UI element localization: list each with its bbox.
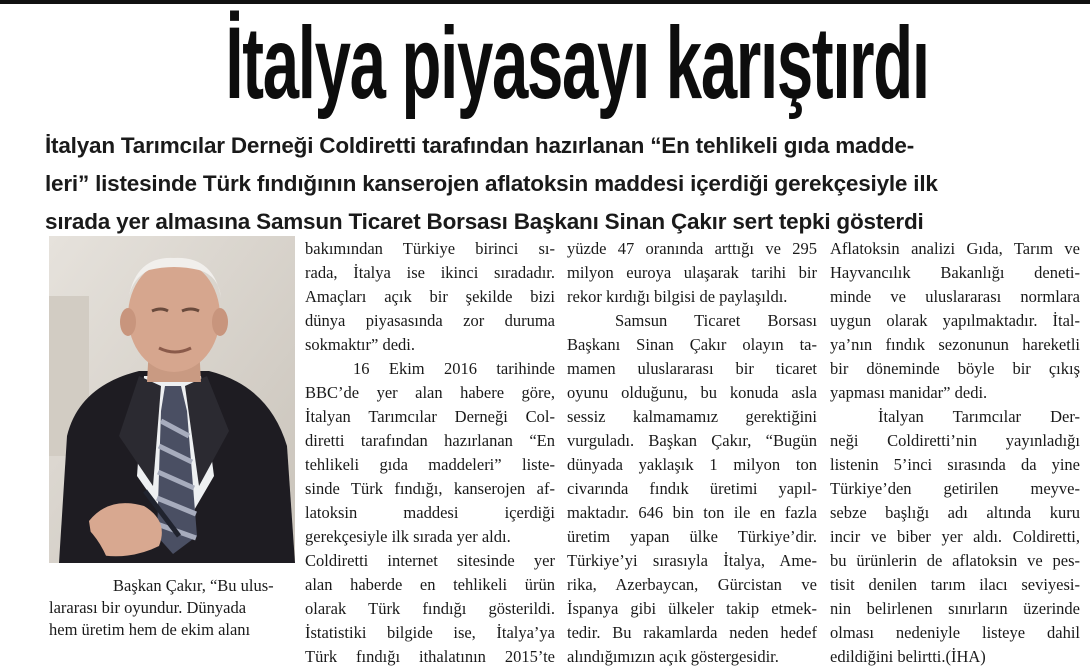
article-line: civarında fındık üretimi yapıl- <box>567 479 817 498</box>
article-line: vurguladı. Başkan Çakır, “Bugün <box>567 431 817 450</box>
article-line: alındığımızın açık göstergesidir. <box>567 647 779 666</box>
article-line: Türkiye’yi sırasıyla İtalya, Ame- <box>567 551 817 570</box>
article-line: Türkiye’den getirilen meyve- <box>830 479 1080 498</box>
article-line: minde ve uluslararası normlara <box>830 287 1080 306</box>
article-column-2 <box>567 237 817 669</box>
article-line: BBC’de yer alan habere göre, <box>305 383 555 402</box>
article-line: İtalyan Tarımcılar Derneği Col- <box>305 407 555 426</box>
article-line: maktadır. 646 bin ton ile en fazla <box>567 503 817 522</box>
article-line: tehlikeli gıda maddeleri” liste- <box>305 455 555 474</box>
article-line: Aflatoksin analizi Gıda, Tarım ve <box>830 239 1080 258</box>
article-line: İstatistiki bilgide ise, İtalya’ya <box>305 623 555 642</box>
article-line: ya’nın fındık sezonunun hareketli <box>830 335 1080 354</box>
article-line: tedir. Bu rakamlarda neden hedef <box>567 623 817 642</box>
article-line: listenin 5’inci sırasında da yine <box>830 455 1080 474</box>
article-line: Türk fındığı ithalatının 2015’te <box>305 647 555 666</box>
article-line: nin belirlenen sınırların üzerinde <box>830 599 1080 618</box>
article-line: alan haberde en tehlikeli ürün <box>305 575 555 594</box>
article-line: sokmaktır” dedi. <box>305 335 415 354</box>
portrait-photo <box>49 236 295 563</box>
article-line: latoksin maddesi içerdiği <box>305 503 555 522</box>
article-column-1 <box>305 237 555 669</box>
article-line: üretim yapan ülke Türkiye’dir. <box>567 527 817 546</box>
article-line: Başkanı Sinan Çakır olayın ta- <box>567 335 817 354</box>
article-line: mamen uluslararası bir ticaret <box>567 359 817 378</box>
article-line: olarak Türk fındığı gösterildi. <box>305 599 555 618</box>
article-line: bakımından Türkiye birinci sı- <box>305 239 555 258</box>
article-line: dünya piyasasında zor duruma <box>305 311 555 330</box>
article-line: dünyada yaklaşık 1 milyon ton <box>567 455 817 474</box>
article-line: uygun olarak yapılmaktadır. İtal- <box>830 311 1080 330</box>
photo-caption <box>49 575 293 641</box>
article-line: oyunu olduğunu, bu konuda asla <box>567 383 817 402</box>
article-line: tisit denilen tarım ilacı seviyesi- <box>830 575 1080 594</box>
article-line: Hayvancılık Bakanlığı deneti- <box>830 263 1080 282</box>
article-line: Amaçları açık bir şekilde bizi <box>305 287 555 306</box>
spot-line: sırada yer almasına Samsun Ticaret Borsası Başkanı Sinan Çakır sert tepki gösterdi <box>45 209 924 234</box>
article-line: İspanya gibi ülkeler takip etmek- <box>567 599 817 618</box>
spot-text <box>45 127 1075 241</box>
article-line: 16 Ekim 2016 tarihinde <box>353 359 555 378</box>
article-line: sebze başlığı adı altında kuru <box>830 503 1080 522</box>
article-line: milyon euroya ulaşarak tarihi bir <box>567 263 817 282</box>
spot-line: İtalyan Tarımcılar Derneği Coldiretti tarafından hazırlanan “En tehlikeli gıda madde- <box>45 133 915 158</box>
article-line: sessiz kalmamamız gerektiğini <box>567 407 817 426</box>
article-line: Samsun Ticaret Borsası <box>615 311 817 330</box>
article-line: incir ve biber yer aldı. Coldiretti, <box>830 527 1080 546</box>
article-column-3 <box>830 237 1080 669</box>
caption-line: lararası bir oyundur. Dünyada <box>49 598 247 617</box>
article-line: bir döneminde böyle bir çıkış <box>830 359 1080 378</box>
article-line: edildiğini belirtti.(İHA) <box>830 647 986 666</box>
headline: İtalya piyasayı karıştırdı <box>225 6 929 120</box>
article-line: rada, İtalya ise ikinci sıradadır. <box>305 263 555 282</box>
article-line: gerekçesiyle ilk sırada yer aldı. <box>305 527 511 546</box>
article-line: olması nedeniyle listeye dahil <box>830 623 1080 642</box>
article-line: rika, Azerbaycan, Gürcistan ve <box>567 575 817 594</box>
article-line: yüzde 47 oranında arttığı ve 295 <box>567 239 817 258</box>
article-line: sinde Türk fındığı, kanserojen af- <box>305 479 555 498</box>
article-line: rekor kırdığı bilgisi de paylaşıldı. <box>567 287 788 306</box>
article-line: İtalyan Tarımcılar Der- <box>878 407 1080 426</box>
spot-line: leri” listesinde Türk fındığının kanserojen aflatoksin maddesi içerdiği gerekçesiyle ilk <box>45 171 938 196</box>
article-line: neği Coldiretti’nin yayınladığı <box>830 431 1080 450</box>
article-line: yapması manidar” dedi. <box>830 383 988 402</box>
caption-line: hem üretim hem de ekim alanı <box>49 620 251 639</box>
article-line: Coldiretti internet sitesinde yer <box>305 551 555 570</box>
caption-line: Başkan Çakır, “Bu ulus- <box>113 576 274 595</box>
article-line: bu ürünlerin de aflatoksin ve pes- <box>830 551 1080 570</box>
article-line: diretti tarafından hazırlanan “En <box>305 431 555 450</box>
